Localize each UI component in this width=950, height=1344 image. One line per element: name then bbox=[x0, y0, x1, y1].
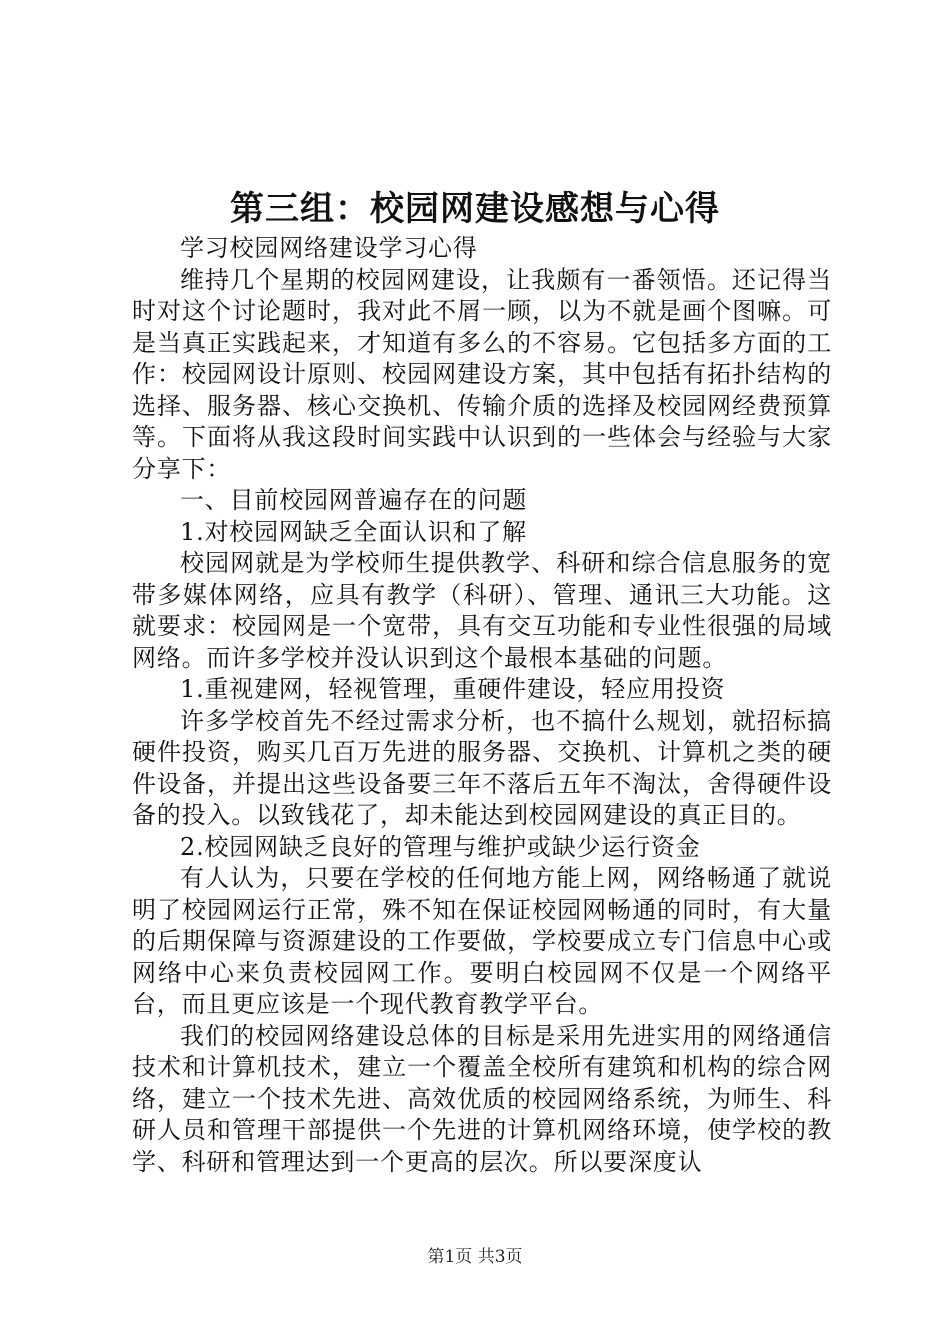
point-heading: 2.校园网缺乏良好的管理与维护或缺少运行资金 bbox=[180, 832, 701, 861]
point-heading: 1.重视建网，轻视管理，重硬件建设，轻应用投资 bbox=[180, 675, 726, 703]
body-paragraph: 校园网就是为学校师生提供教学、科研和综合信息服务的宽带多媒体网络，应具有教学（科研）、管理、通讯三大功能。这就要求：校园网是一个宽带，具有交互功能和专业性很强的局域网络。而许多学校并没认识到这个最根本基础的问题。 bbox=[132, 549, 832, 672]
body-paragraph: 有人认为，只要在学校的任何地方能上网，网络畅通了就说明了校园网运行正常，殊不知在保证校园网畅通的同时，有大量的后期保障与资源建设的工作要做，学校要成立专门信息中心或网络中心来负责校园网工作。要明白校园网不仅是一个网络平台，而且更应该是一个现代教育教学平台。 bbox=[132, 864, 832, 1018]
page-footer: 第1页 共3页 bbox=[427, 1247, 523, 1267]
intro-paragraph: 维持几个星期的校园网建设，让我颇有一番领悟。还记得当时对这个讨论题时，我对此不屑一顾，以为不就是画个图嘛。可是当真正实践起来，才知道有多么的不容易。它包括多方面的工作：校园网设计原则、校园网建设方案，其中包括有拓扑结构的选择、服务器、核心交换机、传输介质的选择及校园网经费预算等。下面将从我这段时间实践中认识到的一些体会与经验与大家分享下： bbox=[132, 265, 832, 483]
body-paragraph: 我们的校园网络建设总体的目标是采用先进实用的网络通信技术和计算机技术，建立一个覆盖全校所有建筑和机构的综合网络，建立一个技术先进、高效优质的校园网络系统，为师生、科研人员和管理干部提供一个先进的计算机网络环境，使学校的教学、科研和管理达到一个更高的层次。所以要深度认 bbox=[132, 1021, 832, 1176]
subtitle-paragraph: 学习校园网络建设学习心得 bbox=[180, 234, 478, 262]
document-title: 第三组：校园网建设感想与心得 bbox=[230, 189, 720, 229]
section-heading: 一、目前校园网普遍存在的问题 bbox=[180, 486, 528, 514]
document-body bbox=[132, 233, 832, 1178]
body-paragraph: 许多学校首先不经过需求分析，也不搞什么规划，就招标搞硬件投资，购买几百万先进的服务器、交换机、计算机之类的硬件设备，并提出这些设备要三年不落后五年不淘汰，舍得硬件设备的投入。以致钱花了，却未能达到校园网建设的真正目的。 bbox=[132, 706, 832, 829]
point-heading: 1.对校园网缺乏全面认识和了解 bbox=[180, 517, 527, 546]
